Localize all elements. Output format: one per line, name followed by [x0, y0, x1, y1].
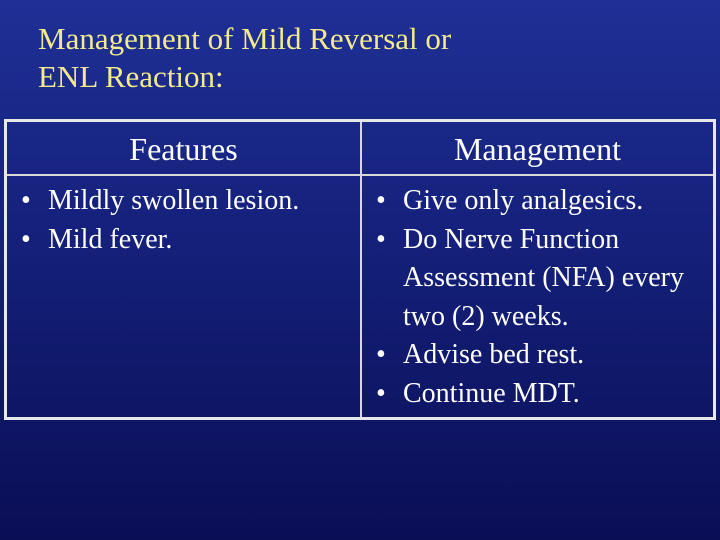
slide-title-line-2: ENL Reaction: [38, 59, 224, 94]
bullet-icon: • [376, 185, 386, 216]
management-column [360, 122, 713, 417]
list-item [374, 375, 707, 414]
feature-text: Mildly swollen lesion. [48, 185, 300, 216]
management-list [374, 182, 707, 413]
bullet-icon: • [21, 223, 31, 255]
management-text: Do Nerve Function Assessment (NFA) every two (2) weeks. [403, 223, 684, 332]
bullet-icon: • [21, 185, 31, 216]
list-item [19, 221, 352, 260]
list-item [374, 221, 707, 337]
management-text: Advise bed rest. [403, 339, 585, 370]
management-text: Continue MDT. [403, 377, 580, 409]
management-header: Management [453, 131, 622, 167]
list-item [19, 182, 352, 221]
slide-title-line-1: Management of Mild Reversal or [38, 21, 452, 56]
management-text: Give only analgesics. [403, 185, 644, 216]
list-item [374, 336, 707, 375]
slide-title [38, 20, 678, 96]
list-item [374, 182, 707, 221]
bullet-icon: • [376, 377, 386, 409]
features-header: Features [129, 131, 238, 167]
features-management-table [4, 119, 716, 420]
bullet-icon: • [376, 223, 386, 255]
features-column [7, 122, 360, 417]
bullet-icon: • [376, 339, 386, 370]
features-list [19, 182, 352, 259]
feature-text: Mild fever. [48, 223, 173, 255]
